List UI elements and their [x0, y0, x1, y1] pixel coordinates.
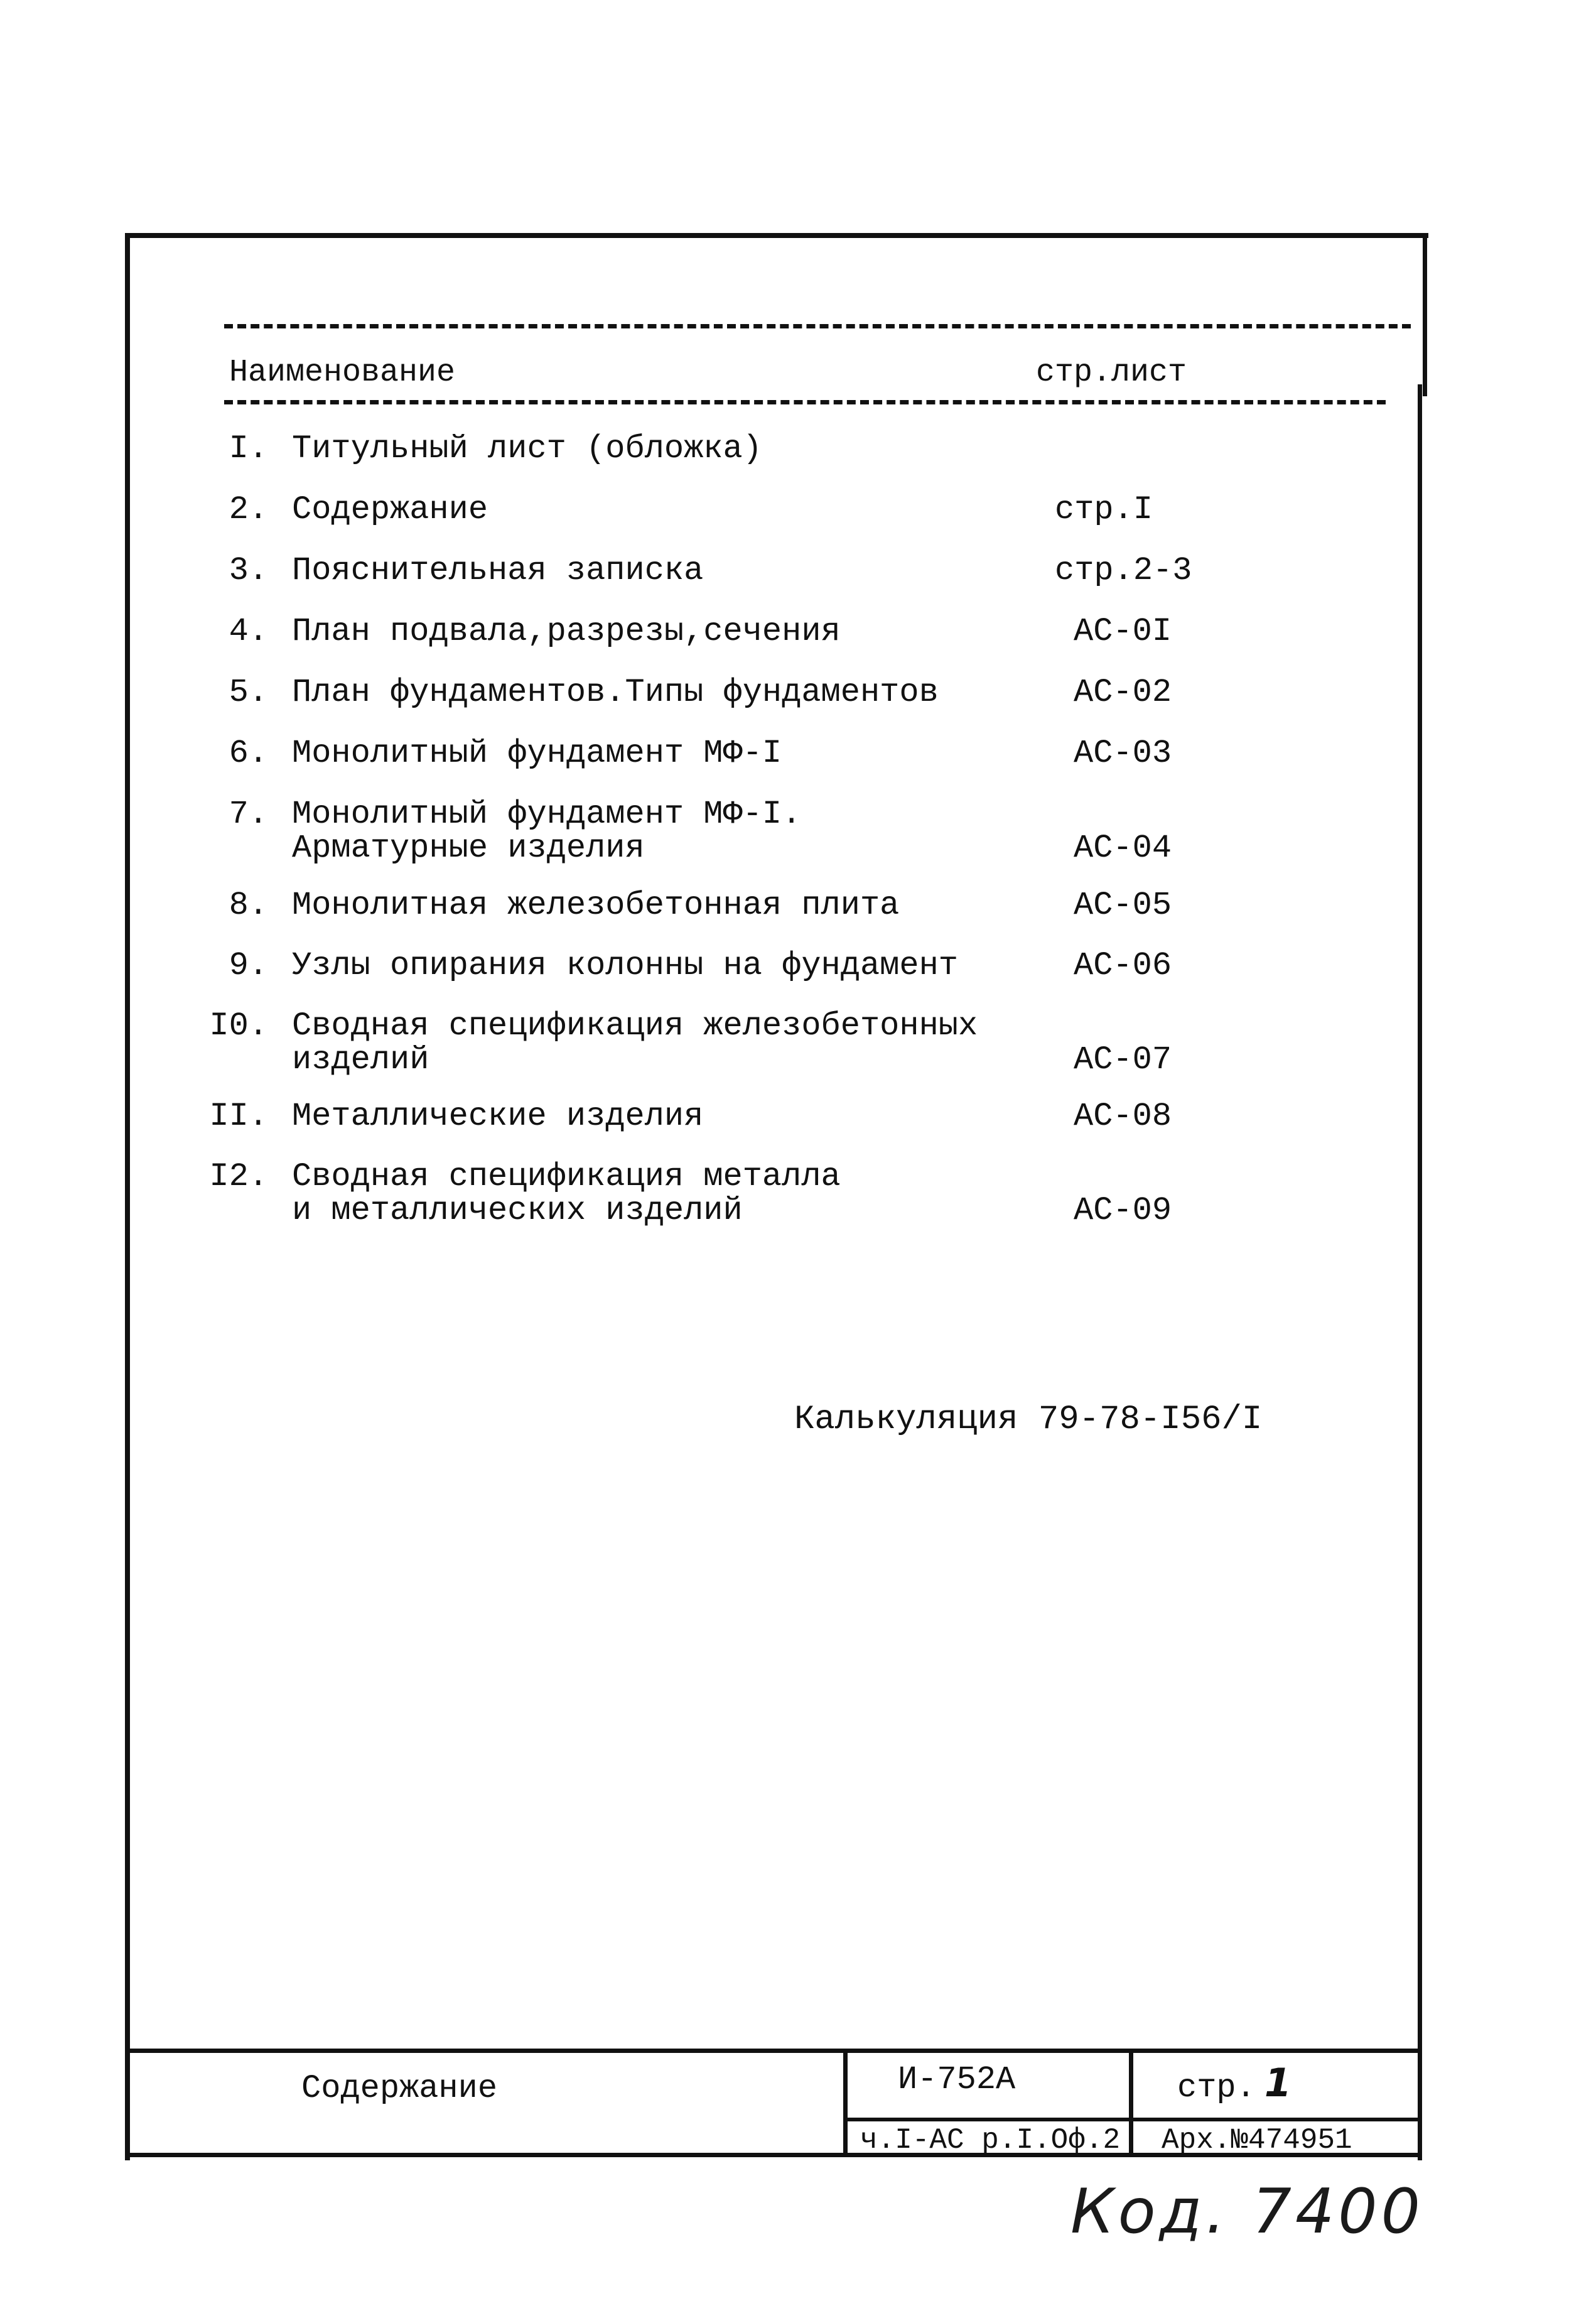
frame-top-border	[127, 233, 1428, 238]
row-page: АС-02	[1074, 674, 1172, 711]
frame-left-border	[125, 233, 130, 2160]
row-page: стр.2-3	[1055, 552, 1192, 589]
row-page: АС-08	[1074, 1098, 1172, 1135]
row-title: Монолитная железобетонная плита	[292, 887, 900, 924]
row-title: План подвала,разрезы,сечения	[292, 613, 841, 650]
row-title: Монолитный фундамент МФ-I	[292, 735, 782, 772]
row-page: АС-09	[1074, 1192, 1172, 1229]
title-block-page-label: стр.	[1177, 2069, 1256, 2106]
row-title: Металлические изделия	[292, 1098, 704, 1135]
frame-right-border	[1418, 384, 1422, 2160]
frame-right-border-upper	[1423, 233, 1427, 396]
row-number: 6.	[229, 735, 268, 772]
title-block-divider	[843, 2049, 848, 2155]
title-block-divider	[1129, 2049, 1133, 2155]
row-number: 7.	[229, 796, 268, 833]
row-title: Сводная спецификация железобетонных изделий	[292, 1007, 978, 1078]
row-number: II.	[209, 1098, 268, 1135]
header-dashed-rule-bottom	[224, 400, 1386, 404]
row-page: АС-07	[1074, 1041, 1172, 1078]
row-page: АС-03	[1074, 735, 1172, 772]
title-block-document-code: И-752А	[898, 2061, 1016, 2098]
row-number: I0.	[209, 1007, 268, 1044]
column-header-page: стр.лист	[1036, 355, 1187, 391]
title-block-name: Содержание	[301, 2070, 498, 2107]
row-number: 3.	[229, 552, 268, 589]
title-block-archive-number: Арх.№474951	[1162, 2124, 1352, 2157]
row-number: I.	[229, 430, 268, 467]
title-block-middle-rule	[843, 2118, 1422, 2121]
row-number: 2.	[229, 491, 268, 528]
handwritten-note: Код. 7400	[1070, 2176, 1424, 2248]
row-page: АС-05	[1074, 887, 1172, 924]
row-number: 5.	[229, 674, 268, 711]
row-number: 8.	[229, 887, 268, 924]
header-dashed-rule-top	[224, 324, 1411, 328]
row-title: Титульный лист (обложка)	[292, 430, 762, 467]
row-title: Пояснительная записка	[292, 552, 704, 589]
calculation-reference: Калькуляция 79-78-I56/I	[794, 1400, 1263, 1439]
title-block-page	[1177, 2060, 1291, 2106]
title-block-top-border	[127, 2049, 1422, 2053]
row-number: 4.	[229, 613, 268, 650]
row-number: 9.	[229, 947, 268, 984]
row-title: План фундаментов.Типы фундаментов	[292, 674, 939, 711]
title-block-part: ч.I-АС р.I.Оф.2	[860, 2124, 1121, 2157]
column-header-name: Наименование	[229, 355, 456, 391]
row-number: I2.	[209, 1158, 268, 1195]
row-title: Содержание	[292, 491, 488, 528]
row-page: АС-0I	[1074, 613, 1172, 650]
row-title: Узлы опирания колонны на фундамент	[292, 947, 958, 984]
row-page: стр.I	[1055, 491, 1153, 528]
row-title: Монолитный фундамент МФ-I. Арматурные изделия	[292, 796, 802, 867]
row-page: АС-04	[1074, 830, 1172, 867]
row-title: Сводная спецификация металла и металлических изделий	[292, 1158, 841, 1229]
row-page: АС-06	[1074, 947, 1172, 984]
title-block-page-number: 1	[1264, 2060, 1291, 2106]
